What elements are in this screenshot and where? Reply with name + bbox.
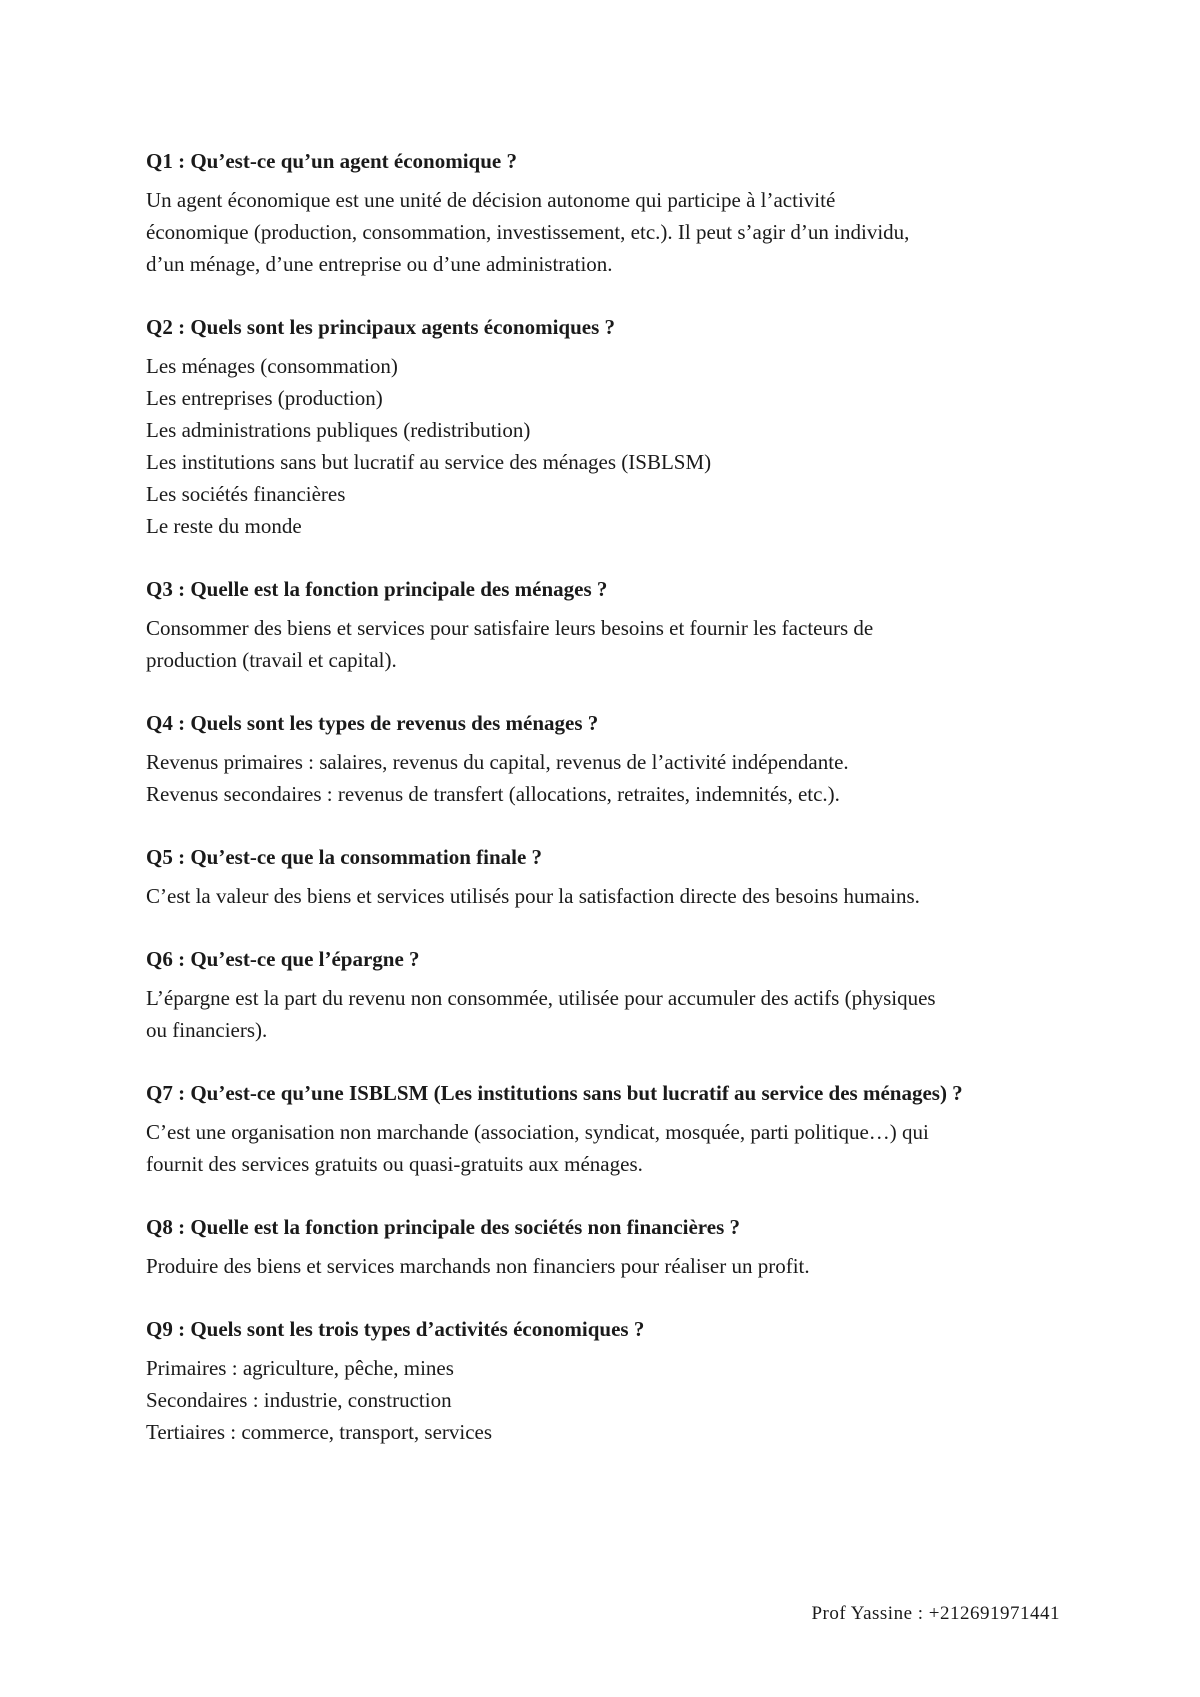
question-2: Q2 : Quels sont les principaux agents économiques ?	[146, 315, 616, 339]
question-7: Q7 : Qu’est-ce qu’une ISBLSM (Les institutions sans but lucratif au service des ménages) ?	[146, 1081, 963, 1105]
qa-block-3	[146, 568, 1076, 676]
answer-5	[146, 880, 1076, 912]
question-6: Q6 : Qu’est-ce que l’épargne ?	[146, 947, 420, 971]
qa-block-1	[146, 140, 1076, 280]
qa-block-7	[146, 1072, 1076, 1180]
answer-line: d’un ménage, d’une entreprise ou d’une administration.	[146, 252, 613, 276]
qa-block-4	[146, 702, 1076, 810]
question-5: Q5 : Qu’est-ce que la consommation finale ?	[146, 845, 543, 869]
question-3: Q3 : Quelle est la fonction principale des ménages ?	[146, 577, 608, 601]
answer-7	[146, 1116, 1076, 1180]
qa-block-5	[146, 836, 1076, 912]
qa-block-9	[146, 1308, 1076, 1448]
qa-block-2	[146, 306, 1076, 542]
answer-9	[146, 1352, 1076, 1448]
answer-line: L’épargne est la part du revenu non consommée, utilisée pour accumuler des actifs (physiques	[146, 986, 936, 1010]
answer-line: Consommer des biens et services pour satisfaire leurs besoins et fournir les facteurs de	[146, 616, 874, 640]
answer-line: production (travail et capital).	[146, 648, 397, 672]
answer-line: Un agent économique est une unité de décision autonome qui participe à l’activité	[146, 188, 836, 212]
question-8: Q8 : Quelle est la fonction principale des sociétés non financières ?	[146, 1215, 740, 1239]
answer-6	[146, 982, 1076, 1046]
question-4: Q4 : Quels sont les types de revenus des ménages ?	[146, 711, 599, 735]
answer-line: C’est la valeur des biens et services utilisés pour la satisfaction directe des besoins humains.	[146, 884, 920, 908]
answer-line: fournit des services gratuits ou quasi-gratuits aux ménages.	[146, 1152, 643, 1176]
question-9: Q9 : Quels sont les trois types d’activités économiques ?	[146, 1317, 645, 1341]
answer-line: C’est une organisation non marchande (association, syndicat, mosquée, parti politique…) qui	[146, 1120, 929, 1144]
answer-line: Produire des biens et services marchands non financiers pour réaliser un profit.	[146, 1254, 810, 1278]
answer-4	[146, 746, 1076, 810]
answer-8	[146, 1250, 1076, 1282]
qa-block-6	[146, 938, 1076, 1046]
answer-line: Primaires : agriculture, pêche, mines	[146, 1356, 454, 1380]
answer-1	[146, 184, 1076, 280]
answer-line: Revenus primaires : salaires, revenus du capital, revenus de l’activité indépendante.	[146, 750, 849, 774]
answer-line: Les institutions sans but lucratif au service des ménages (ISBLSM)	[146, 450, 712, 474]
answer-line: Les administrations publiques (redistribution)	[146, 418, 531, 442]
answer-line: Le reste du monde	[146, 514, 302, 538]
answer-line: ou financiers).	[146, 1018, 268, 1042]
answer-line: Les entreprises (production)	[146, 386, 383, 410]
document-body	[146, 140, 1076, 1474]
answer-line: Revenus secondaires : revenus de transfert (allocations, retraites, indemnités, etc.).	[146, 782, 840, 806]
answer-line: Tertiaires : commerce, transport, services	[146, 1420, 493, 1444]
answer-line: Les ménages (consommation)	[146, 354, 398, 378]
answer-line: économique (production, consommation, investissement, etc.). Il peut s’agir d’un individu,	[146, 220, 910, 244]
answer-line: Secondaires : industrie, construction	[146, 1388, 452, 1412]
qa-block-8	[146, 1206, 1076, 1282]
answer-2	[146, 350, 1076, 542]
page-footer-contact: Prof Yassine : +212691971441	[811, 1603, 1060, 1624]
answer-3	[146, 612, 1076, 676]
question-1: Q1 : Qu’est-ce qu’un agent économique ?	[146, 149, 517, 173]
answer-line: Les sociétés financières	[146, 482, 346, 506]
